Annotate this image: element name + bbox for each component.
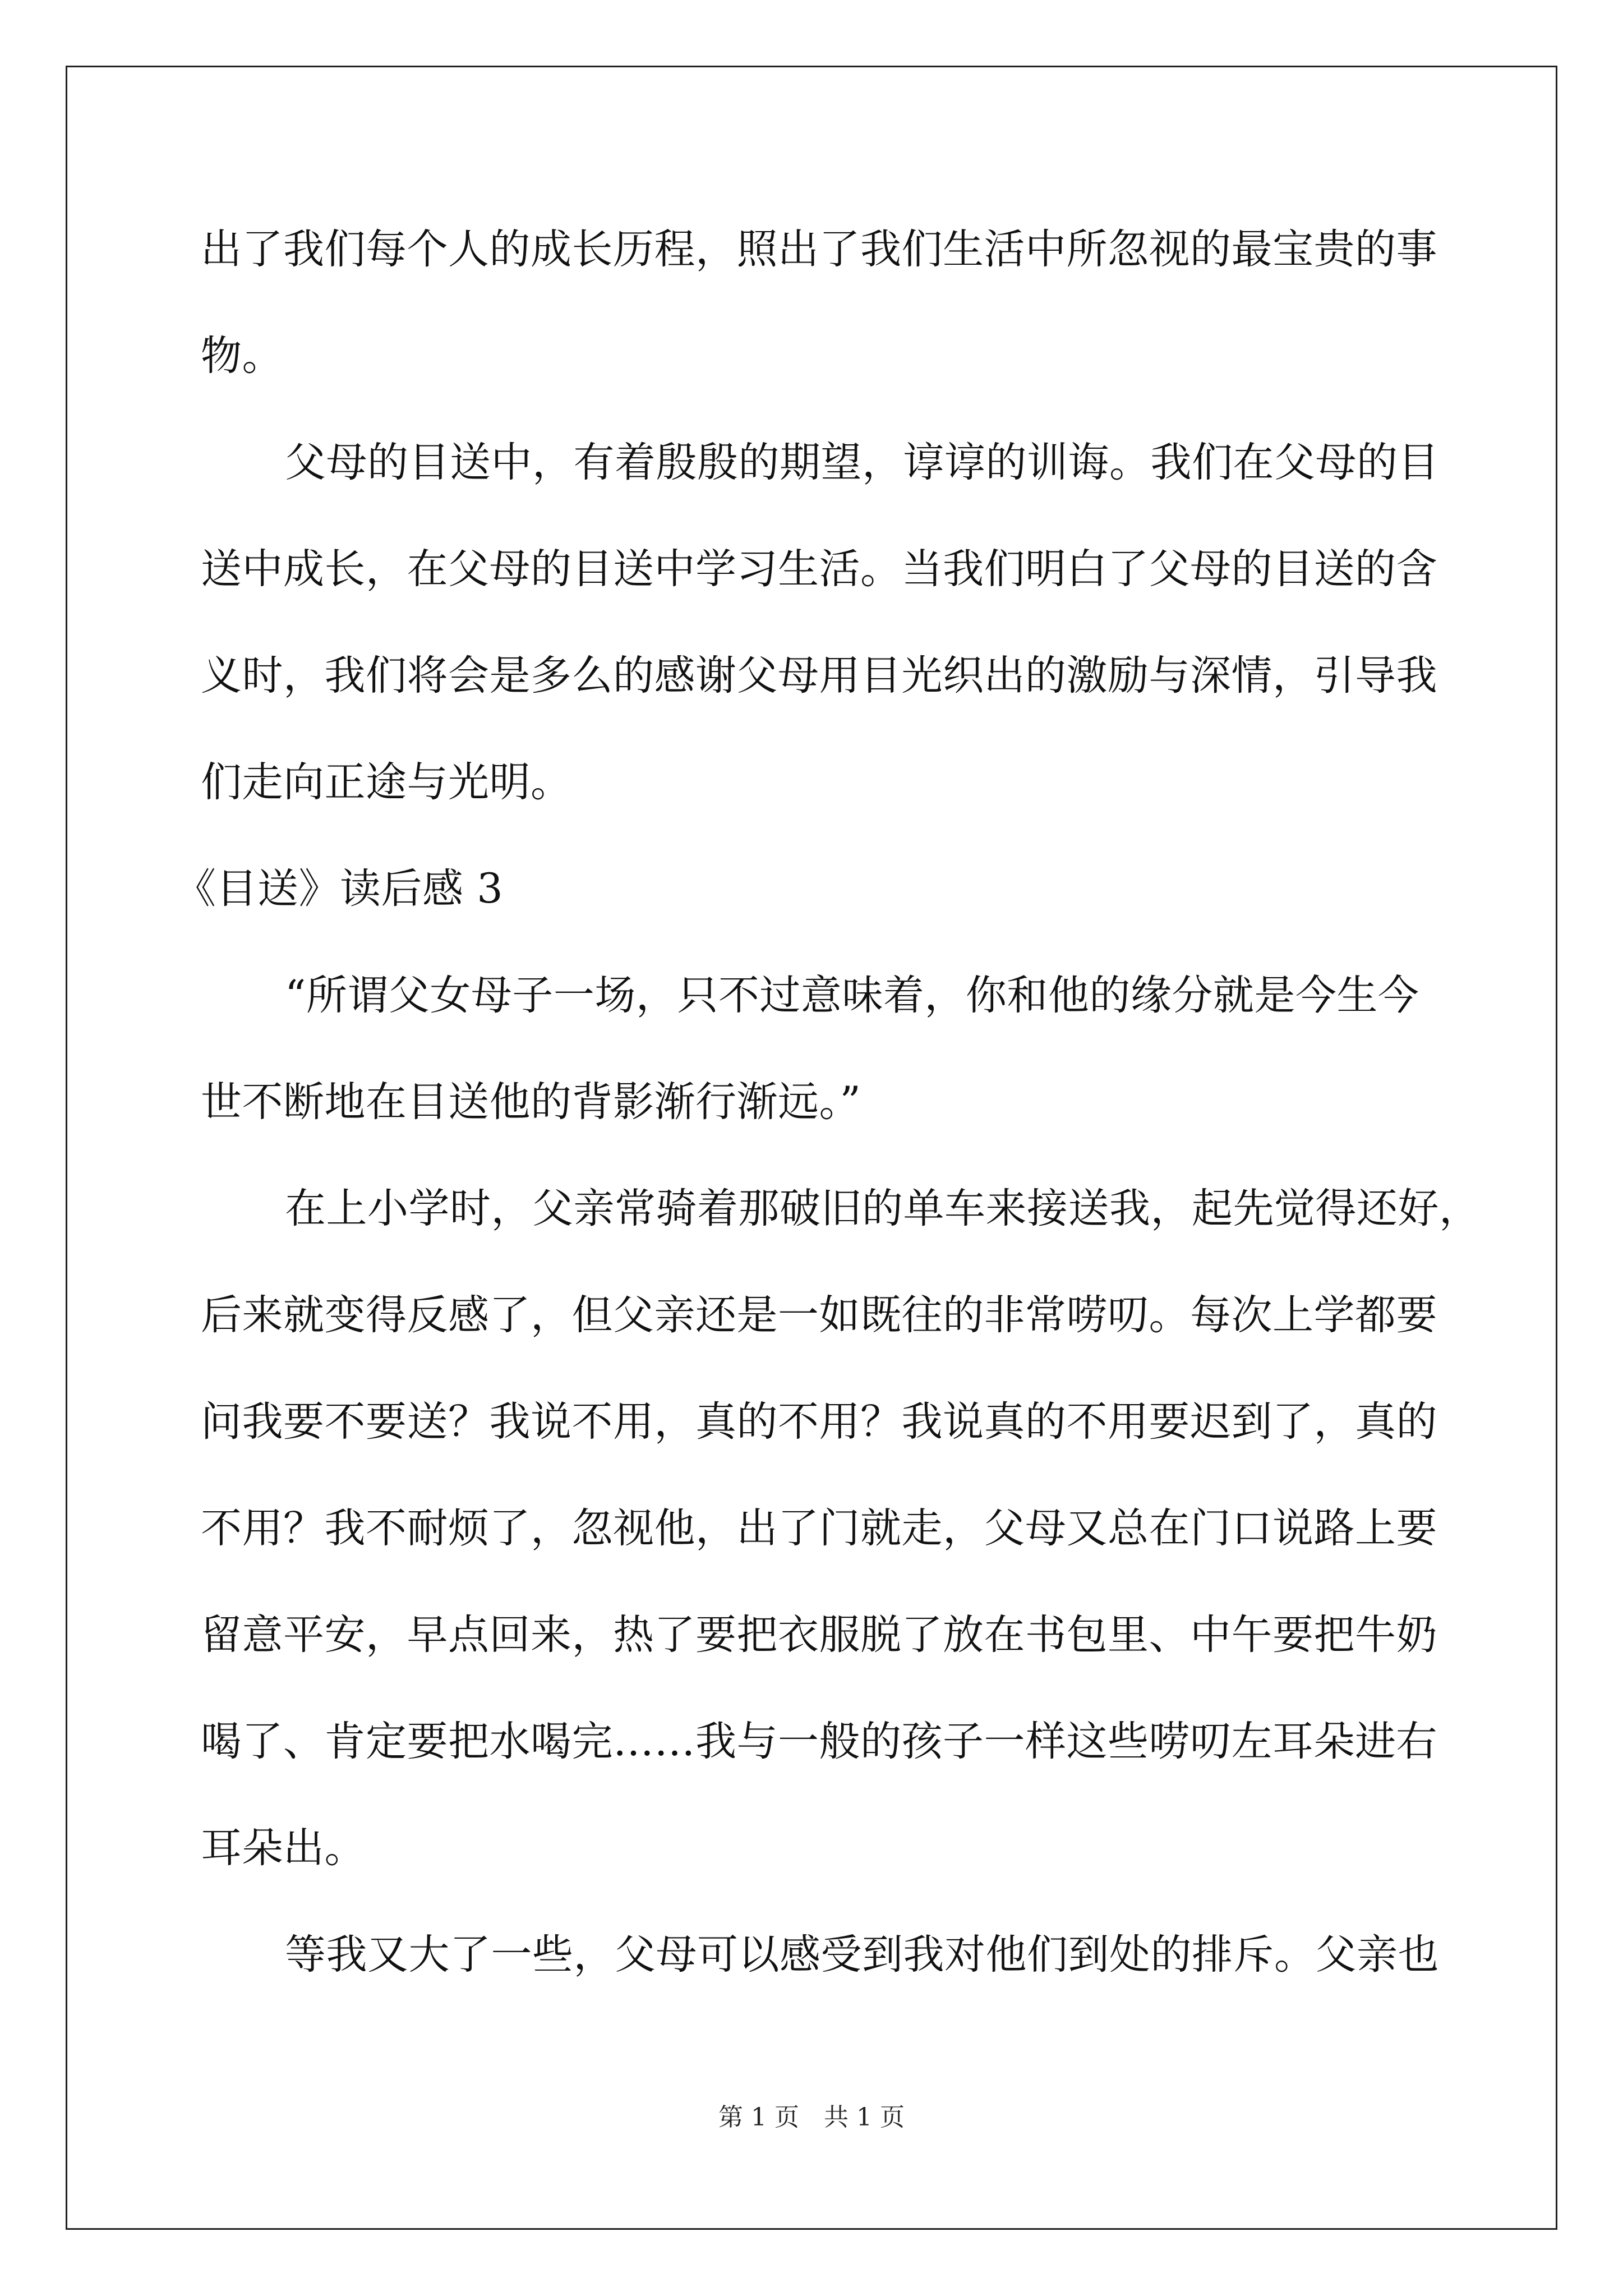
text-line-3: 父母的目送中，有着殷殷的期望，谆谆的训诲。我们在父母的目 bbox=[285, 439, 1439, 486]
text-line-1: 出了我们每个人的成长历程，照出了我们生活中所忽视的最宝贵的事 bbox=[201, 226, 1437, 273]
text-line-13: 不用？我不耐烦了，忽视他，出了门就走，父母又总在门口说路上要 bbox=[201, 1504, 1437, 1552]
document-body bbox=[175, 213, 1481, 2025]
text-line-17: 等我又大了一些，父母可以感受到我对他们到处的排斥。父亲也 bbox=[285, 1931, 1439, 1978]
text-line-2: 物。 bbox=[201, 332, 283, 380]
text-line-11: 后来就变得反感了，但父亲还是一如既往的非常唠叨。每次上学都要 bbox=[201, 1291, 1437, 1339]
page-footer: 第 1 页 共 1 页 bbox=[718, 2103, 905, 2132]
text-line-15: 喝了、肯定要把水喝完……我与一般的孩子一样这些唠叨左耳朵进右 bbox=[201, 1718, 1437, 1765]
text-line-5: 义时，我们将会是多么的感谢父母用目光织出的激励与深情，引导我 bbox=[201, 652, 1437, 700]
text-line-10: 在上小学时，父亲常骑着那破旧的单车来接送我，起先觉得还好， bbox=[285, 1185, 1481, 1232]
text-line-16: 耳朵出。 bbox=[201, 1824, 366, 1872]
text-line-6: 们走向正途与光明。 bbox=[201, 758, 572, 806]
text-line-4: 送中成长，在父母的目送中学习生活。当我们明白了父母的目送的含 bbox=[201, 545, 1437, 593]
text-line-12: 问我要不要送？我说不用，真的不用？我说真的不用要迟到了，真的 bbox=[201, 1398, 1437, 1446]
text-line-8: “所谓父女母子一场，只不过意味着，你和他的缘分就是今生今 bbox=[285, 972, 1419, 1019]
text-line-14: 留意平安，早点回来，热了要把衣服脱了放在书包里、中午要把牛奶 bbox=[201, 1611, 1437, 1659]
section-heading: 《目送》读后感 3 bbox=[175, 865, 504, 913]
text-line-9: 世不断地在目送他的背影渐行渐远。” bbox=[201, 1078, 861, 1126]
